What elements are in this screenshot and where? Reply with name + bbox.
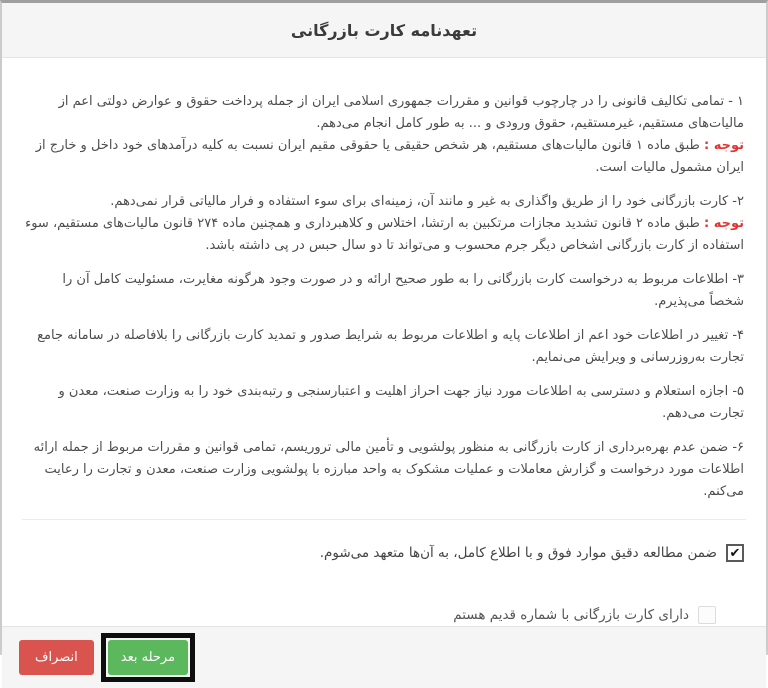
clause-5 bbox=[24, 381, 744, 425]
clause-5-text: ۵- اجازه استعلام و دسترسی به اطلاعات مورد نیاز جهت احراز اهلیت و اعتبارسنجی و رتبه‌بندی خود را به وزارت صنعت، معدن و تجارت می‌دهم. bbox=[58, 384, 744, 421]
old-card-checkbox[interactable] bbox=[698, 606, 716, 624]
modal-header bbox=[2, 3, 766, 58]
clause-1-note-text: طبق ماده ۱ قانون مالیات‌های مستقیم، هر شخص حقیقی یا حقوقی مقیم ایران نسبت به کلیه درآمدهای خود داخل و خارج از ایران مشمول مالیات است. bbox=[35, 138, 744, 175]
next-step-button[interactable]: مرحله بعد bbox=[108, 640, 188, 675]
clause-4 bbox=[24, 325, 744, 369]
section-divider bbox=[22, 519, 746, 520]
clause-1 bbox=[24, 91, 744, 179]
clause-6-text: ۶- ضمن عدم بهره‌برداری از کارت بازرگانی به منظور پولشویی و تأمین مالی تروریسم، تمامی قوانین و مقررات مربوط از جمله ارائه اطلاعات مورد درخواست و گزارش معاملات و عملیات مشکوک به واحد مبارزه با پولشویی وزارت صنعت، معدن و تجارت را رعایت می‌کنم. bbox=[33, 440, 744, 499]
clause-1-text: ۱ - تمامی تکالیف قانونی را در چارچوب قوانین و مقررات جمهوری اسلامی ایران از جمله پرداخت حقوق و عوارض دولتی اعم از مالیات‌های مستقیم، غیرمستقیم، حقوق ورودی و ... به طور کامل انجام می‌دهم. bbox=[58, 94, 744, 131]
clause-2 bbox=[24, 191, 744, 257]
commit-checkbox-row[interactable] bbox=[24, 542, 744, 564]
old-card-checkbox-row[interactable] bbox=[24, 604, 744, 626]
modal-body bbox=[2, 58, 766, 626]
clause-1-note-label: توجه : bbox=[703, 138, 744, 153]
clause-2-text: ۲- کارت بازرگانی خود را از طریق واگذاری به غیر و مانند آن، زمینه‌ای برای سوء استفاده و فرار مالیاتی قرار نمی‌دهم. bbox=[110, 194, 744, 209]
checkmark-icon: ✔ bbox=[729, 545, 741, 561]
clause-4-text: ۴- تغییر در اطلاعات خود اعم از اطلاعات پایه و اطلاعات مربوط به شرایط صدور و تمدید کارت بازرگانی را بلافاصله در سامانه جامع تجارت به‌روزرسانی و ویرایش می‌نمایم. bbox=[37, 328, 744, 365]
commit-checkbox[interactable] bbox=[726, 544, 744, 562]
modal-footer bbox=[2, 626, 766, 688]
clause-6 bbox=[24, 437, 744, 503]
clause-3-text: ۳- اطلاعات مربوط به درخواست کارت بازرگانی را به طور صحیح ارائه و در صورت وجود هرگونه مغایرت، مسئولیت کامل آن را شخصاً می‌پذیرم. bbox=[62, 272, 744, 309]
page-title: تعهدنامه کارت بازرگانی bbox=[290, 20, 478, 40]
cancel-button[interactable]: انصراف bbox=[19, 640, 94, 675]
next-button-highlight-box bbox=[101, 633, 195, 682]
commit-checkbox-label: ضمن مطالعه دقیق موارد فوق و با اطلاع کامل، به آن‌ها متعهد می‌شوم. bbox=[319, 545, 717, 561]
clause-2-note-text: طبق ماده ۲ قانون تشدید مجازات مرتکبین به ارتشا، اختلاس و کلاهبرداری و همچنین ماده ۲۷۴ قانون مالیات‌های مستقیم، سوء استفاده از کارت بازرگانی اشخاص دیگر جرم محسوب و می‌تواند تا دو سال حبس در پی داشته باشد. bbox=[25, 216, 744, 253]
clause-3 bbox=[24, 269, 744, 313]
old-card-checkbox-label: دارای کارت بازرگانی با شماره قدیم هستم bbox=[453, 607, 689, 623]
clause-2-note-label: توجه : bbox=[703, 216, 744, 231]
